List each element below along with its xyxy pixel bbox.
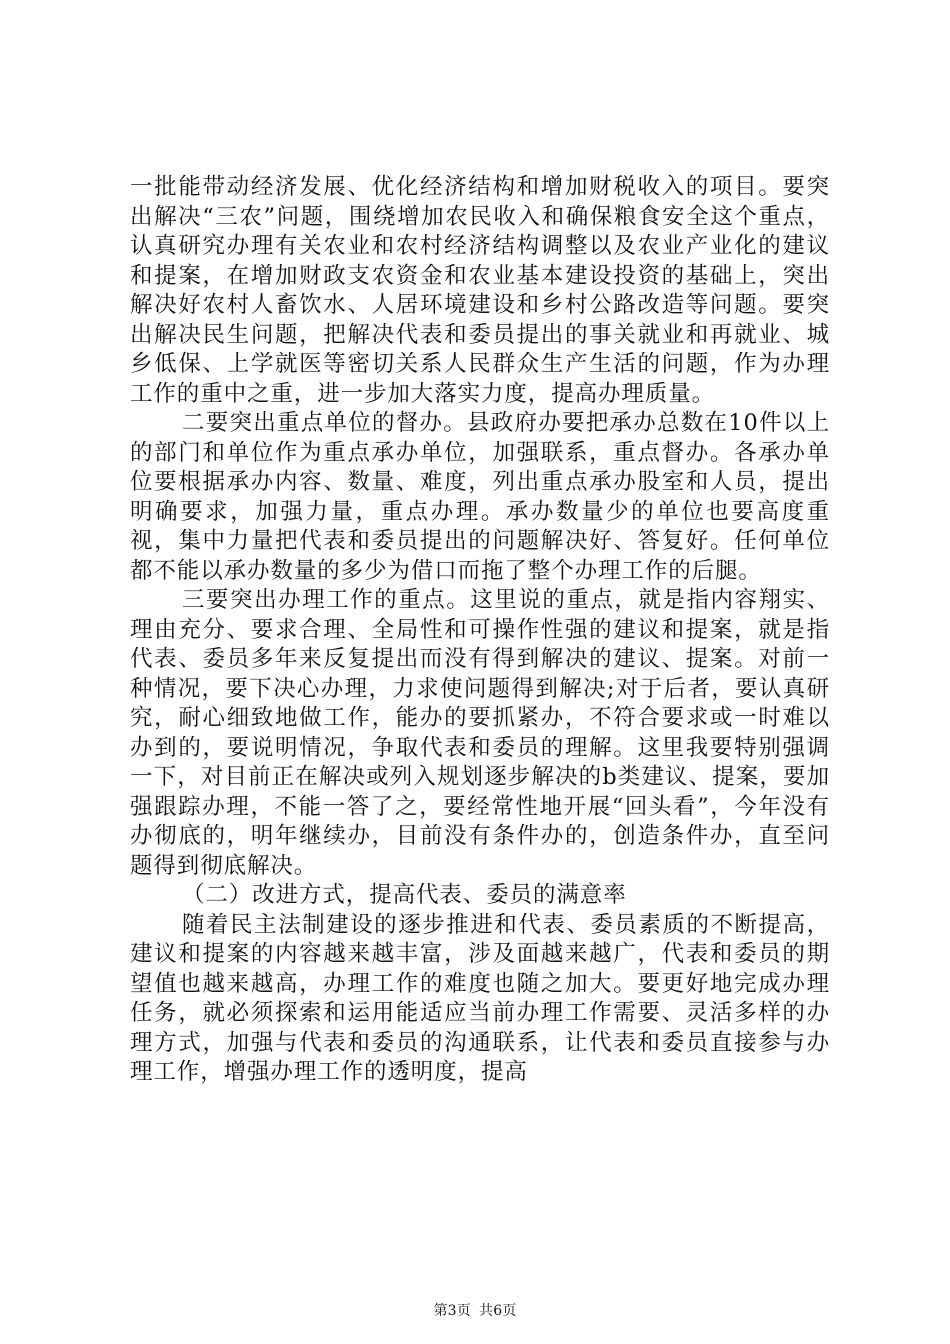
paragraph-key-points: 三要突出办理工作的重点。这里说的重点，就是指内容翔实、理由充分、要求合理、全局性和可操作性强的建议和提案，就是指代表、委员多年来反复提出而没有得到解决的建议、提案。对前一种情况，要下决心办理，力求使问题得到解决;对于后者，要认真研究，耐心细致地做工作，能办的要抓紧办，不符合要求或一时难以办到的，要说明情况，争取代表和委员的理解。这里我要特别强调一下，对目前正在解决或列入规划逐步解决的b类建议、提案，要加强跟踪办理，不能一答了之，要经常性地开展“回头看”，今年没有办彻底的，明年继续办，目前没有条件办的，创造条件办，直至问题得到彻底解决。 [130, 587, 830, 879]
page-total: 共6页 [479, 1303, 517, 1319]
paragraph-continuation: 一批能带动经济发展、优化经济结构和增加财税收入的项目。要突出解决“三农”问题，围绕增加农民收入和确保粮食安全这个重点，认真研究办理有关农业和农村经济结构调整以及农业产业化的建议和提案，在增加财政支农资金和农业基本建设投资的基础上，突出解决好农村人畜饮水、人居环境建设和乡村公路改造等问题。要突出解决民生问题，把解决代表和委员提出的事关就业和再就业、城乡低保、上学就医等密切关系人民群众生产生活的问题，作为办理工作的重中之重，进一步加大落实力度，提高办理质量。 [130, 174, 830, 407]
paragraph-key-units: 二要突出重点单位的督办。县政府办要把承办总数在10件以上的部门和单位作为重点承办单位，加强联系，重点督办。各承办单位要根据承办内容、数量、难度，列出重点承办股室和人员，提出明确要求，加强力量，重点办理。承办数量少的单位也要高度重视，集中力量把代表和委员提出的问题解决好、答复好。任何单位都不能以承办数量的多少为借口而拖了整个办理工作的后腿。 [130, 410, 830, 584]
page-footer [0, 1301, 950, 1321]
paragraph-improve-methods: 随着民主法制建设的逐步推进和代表、委员素质的不断提高，建议和提案的内容越来越丰富，涉及面越来越广，代表和委员的期望值也越来越高，办理工作的难度也随之加大。要更好地完成办理任务，就必须探索和运用能适应当前办理工作需要、灵活多样的办理方式，加强与代表和委员的沟通联系，让代表和委员直接参与办理工作，增强办理工作的透明度，提高 [130, 911, 830, 1085]
section-heading: （二）改进方式，提高代表、委员的满意率 [182, 882, 627, 908]
document-body [130, 173, 830, 1088]
page-number: 第3页 [433, 1303, 471, 1319]
